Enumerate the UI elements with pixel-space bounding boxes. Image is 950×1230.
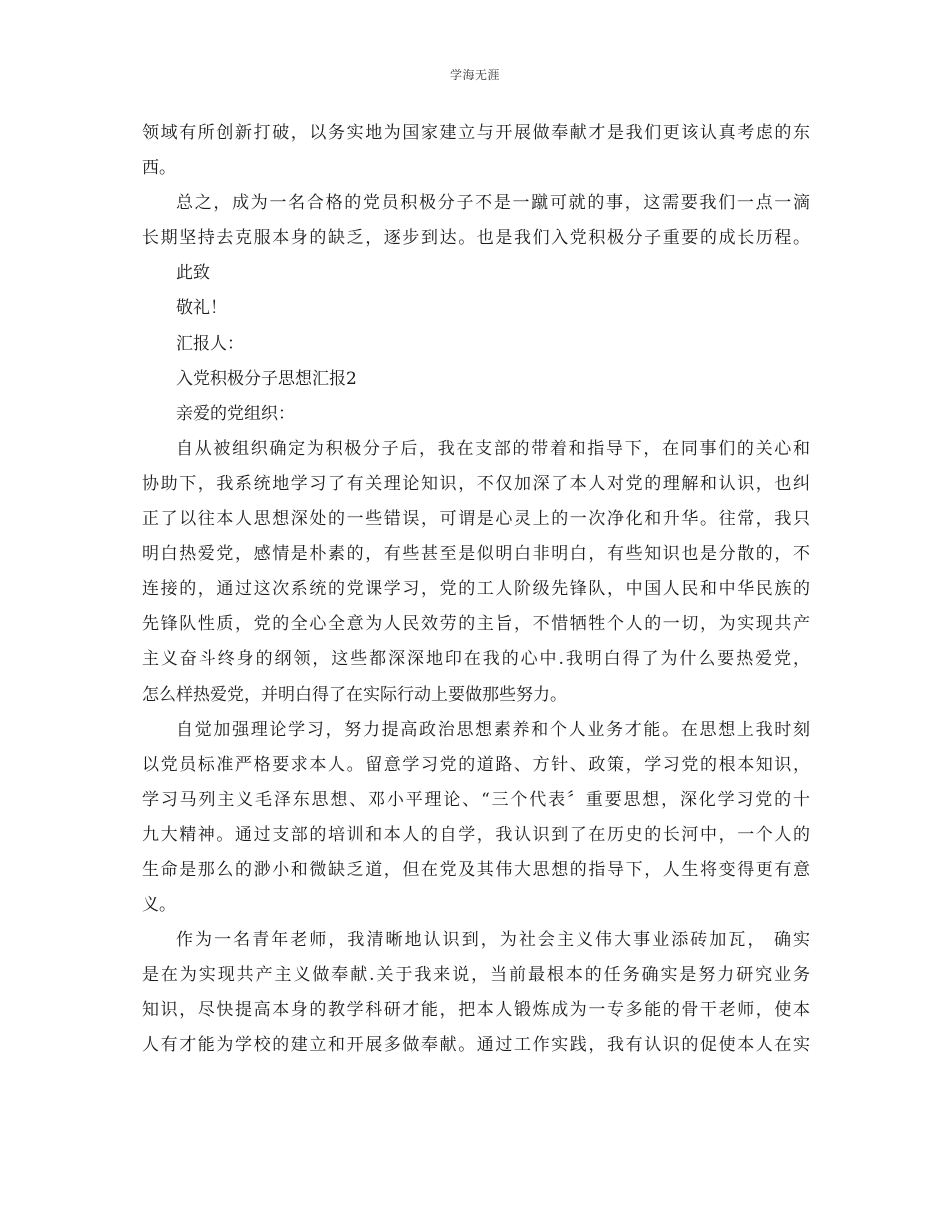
text-line: 自觉加强理论学习，努力提高政治思想素养和个人业务才能。在思想上我时刻 bbox=[176, 719, 810, 740]
text-line: 先锋队性质，党的全心全意为人民效劳的主旨，不惜牺牲个人的一切，为实现共产 bbox=[142, 614, 810, 635]
text-line: 作为一名青年老师，我清晰地认识到，为社会主义伟大事业添砖加瓦， 确实 bbox=[176, 930, 810, 951]
text-line: 领域有所创新打破，以务实地为国家建立与开展做奉献才是我们更该认真考虑的东 bbox=[142, 123, 810, 143]
text-line: 西。 bbox=[142, 158, 176, 179]
document-body bbox=[142, 116, 810, 1064]
text-line: 是在为实现共产主义做奉献.关于我来说，当前最根本的任务确实是努力研究业务 bbox=[142, 965, 810, 986]
text-line: 协助下，我系统地学习了有关理论知识，不仅加深了本人对党的理解和认识，也纠 bbox=[142, 473, 810, 494]
text-line: 亲爱的党组织： bbox=[176, 403, 295, 424]
text-line: 汇报人： bbox=[176, 333, 244, 354]
text-line: 自从被组织确定为积极分子后，我在支部的带着和指导下，在同事们的关心和 bbox=[176, 438, 810, 459]
text-line: 以党员标准严格要求本人。留意学习党的道路、方针、政策，学习党的根本知识， bbox=[142, 754, 810, 775]
text-line: 入党积极分子思想汇报2 bbox=[176, 368, 357, 389]
text-line: 敬礼！ bbox=[176, 298, 227, 319]
text-line: 明白热爱党，感情是朴素的，有些甚至是似明白非明白，有些知识也是分散的，不 bbox=[142, 544, 810, 565]
text-line: 人有才能为学校的建立和开展多做奉献。通过工作实践，我有认识的促使本人在实 bbox=[142, 1035, 810, 1056]
text-line: 正了以往本人思想深处的一些错误，可谓是心灵上的一次净化和升华。往常，我只 bbox=[142, 509, 810, 530]
text-line: 义。 bbox=[142, 895, 176, 916]
text-line: 知识，尽快提高本身的教学科研才能，把本人锻炼成为一专多能的骨干老师，使本 bbox=[142, 1000, 810, 1021]
page-header: 学海无涯 bbox=[449, 68, 500, 82]
text-line: 怎么样热爱党，并明白得了在实际行动上要做那些努力。 bbox=[142, 684, 567, 705]
text-line: 长期坚持去克服本身的缺乏，逐步到达。也是我们入党积极分子重要的成长历程。 bbox=[142, 228, 810, 249]
text-line: 连接的，通过这次系统的党课学习，党的工人阶级先锋队，中国人民和中华民族的 bbox=[142, 579, 810, 600]
text-line: 此致 bbox=[176, 263, 210, 284]
text-line: 学习马列主义毛泽东思想、邓小平理论、“三个代表〞重要思想，深化学习党的十 bbox=[142, 789, 810, 810]
text-line: 主义奋斗终身的纲领，这些都深深地印在我的心中.我明白得了为什么要热爱党， bbox=[142, 649, 810, 670]
text-line: 九大精神。通过支部的培训和本人的自学，我认识到了在历史的长河中，一个人的 bbox=[142, 824, 810, 845]
text-line: 生命是那么的渺小和微缺乏道，但在党及其伟大思想的指导下，人生将变得更有意 bbox=[142, 859, 810, 880]
text-line: 总之，成为一名合格的党员积极分子不是一蹴可就的事，这需要我们一点一滴 bbox=[176, 193, 810, 214]
